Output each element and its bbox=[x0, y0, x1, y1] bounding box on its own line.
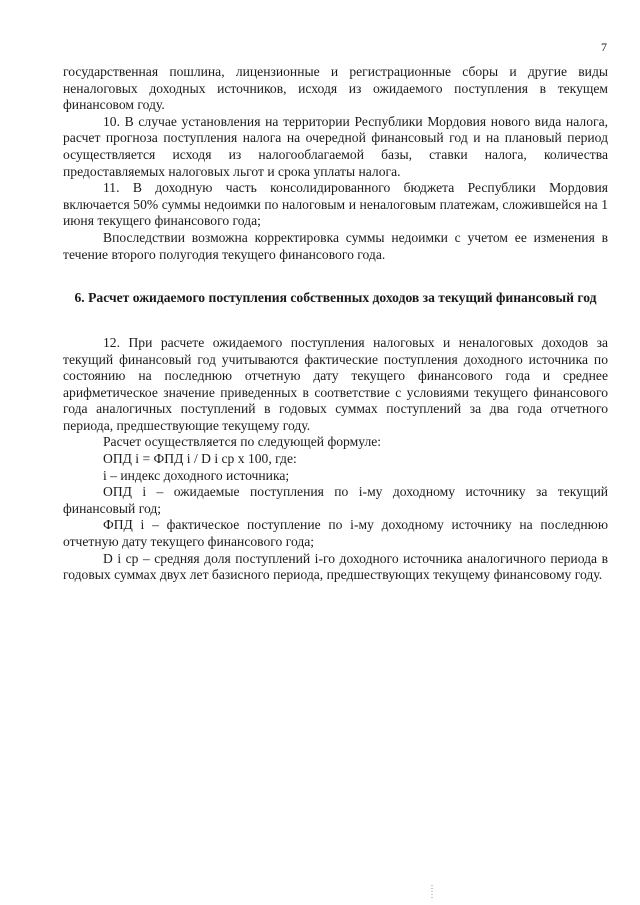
section-heading: 6. Расчет ожидаемого поступления собственных доходов за текущий финансовый год bbox=[74, 290, 597, 306]
page-number: 7 bbox=[601, 40, 607, 54]
paragraph-12: 12. При расчете ожидаемого поступления налоговых и неналоговых доходов за текущий финансовый год учитываются фактические поступления доходного источника по состоянию на последнюю отчетную дату текущего финансового года и среднее арифметическое значение приведенных в соответствие с условиями текущего финансового года аналогичных поступлений в годовых суммах поступлений за два года отчетного периода, предшествующие текущему году. bbox=[63, 334, 608, 433]
paragraph-continuation: государственная пошлина, лицензионные и регистрационные сборы и другие виды неналоговых доходных источников, исходя из ожидаемого поступления в текущем финансовом году. bbox=[63, 64, 608, 113]
formula: ОПД i = ФПД i / D i ср х 100, где: bbox=[103, 451, 297, 467]
paragraph-11: 11. В доходную часть консолидированного бюджета Республики Мордовия включается 50% суммы недоимки по налоговым и неналоговым платежам, сложившейся на 1 июня текущего финансового года; bbox=[63, 180, 608, 229]
formula-intro: Расчет осуществляется по следующей формуле: bbox=[103, 434, 382, 450]
paragraph-11-note: Впоследствии возможна корректировка суммы недоимки с учетом ее изменения в течение второго полугодия текущего финансового года. bbox=[63, 229, 608, 262]
definition-d: D i ср – средняя доля поступлений i-го доходного источника аналогичного периода в годовых суммах двух лет базисного периода, предшествующих текущему финансовому году. bbox=[63, 550, 608, 583]
definition-fpd: ФПД i – фактическое поступление по i-му доходному источнику на последнюю отчетную дату текущего финансового года; bbox=[63, 517, 608, 550]
paragraph-10: 10. В случае установления на территории Республики Мордовия нового вида налога, расчет прогноза поступления налога на очередной финансовый год и на плановый период осуществляется исходя из налогооблагаемой базы, ставки налога, количества предоставляемых налоговых льгот и срока уплаты налога. bbox=[63, 113, 608, 179]
definition-i: i – индекс доходного источника; bbox=[103, 467, 290, 483]
document-body bbox=[63, 64, 608, 584]
scan-artifact bbox=[431, 885, 433, 899]
definition-opd: ОПД i – ожидаемые поступления по i-му доходному источнику за текущий финансовый год; bbox=[63, 484, 608, 516]
